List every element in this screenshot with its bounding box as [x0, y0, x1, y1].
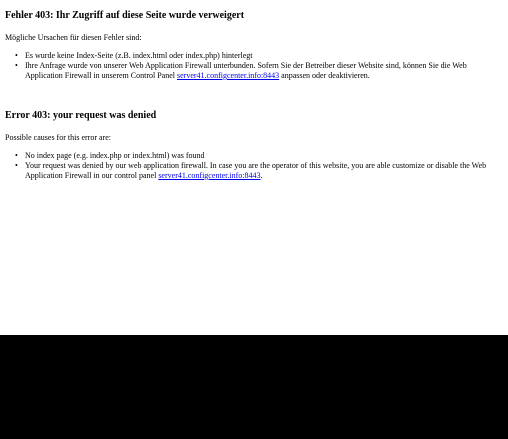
english-cause-2-text: Your request was denied by our web application firewall. In case you are the operator of this website, you are able customize or disable the Web Application Firewall in our control panel	[25, 161, 487, 180]
list-item	[24, 51, 505, 61]
english-intro: Possible causes for this error are:	[5, 133, 111, 142]
german-control-panel-link[interactable]: server41.configcenter.info:8443	[176, 71, 280, 80]
english-cause-1: No index page (e.g. index.php or index.html) was found	[25, 151, 205, 160]
german-intro: Mögliche Ursachen für diesen Fehler sind:	[5, 33, 142, 42]
english-cause-2-end: .	[260, 171, 263, 180]
german-cause-1: Es wurde keine Index-Seite (z.B. index.html oder index.php) hinterlegt	[25, 51, 253, 60]
german-section	[5, 10, 505, 81]
list-item	[24, 151, 505, 161]
german-cause-2-end: anpassen oder deaktivieren.	[279, 71, 370, 80]
english-section	[5, 110, 505, 181]
list-item	[24, 161, 505, 181]
english-heading: Error 403: your request was denied	[5, 110, 157, 121]
black-lower-area	[0, 335, 508, 439]
german-cause-2-text: Ihre Anfrage wurde von unserer Web Application Firewall unterbunden. Sofern Sie der Betreiber dieser Website sind, können Sie die Web Application Firewall in unserem Control Panel	[25, 61, 467, 80]
english-causes-list	[5, 151, 505, 181]
list-item	[24, 61, 505, 81]
english-control-panel-link[interactable]: server41.configcenter.info:8443	[158, 171, 261, 180]
german-causes-list	[5, 51, 505, 81]
german-heading: Fehler 403: Ihr Zugriff auf diese Seite wurde verweigert	[5, 10, 245, 21]
